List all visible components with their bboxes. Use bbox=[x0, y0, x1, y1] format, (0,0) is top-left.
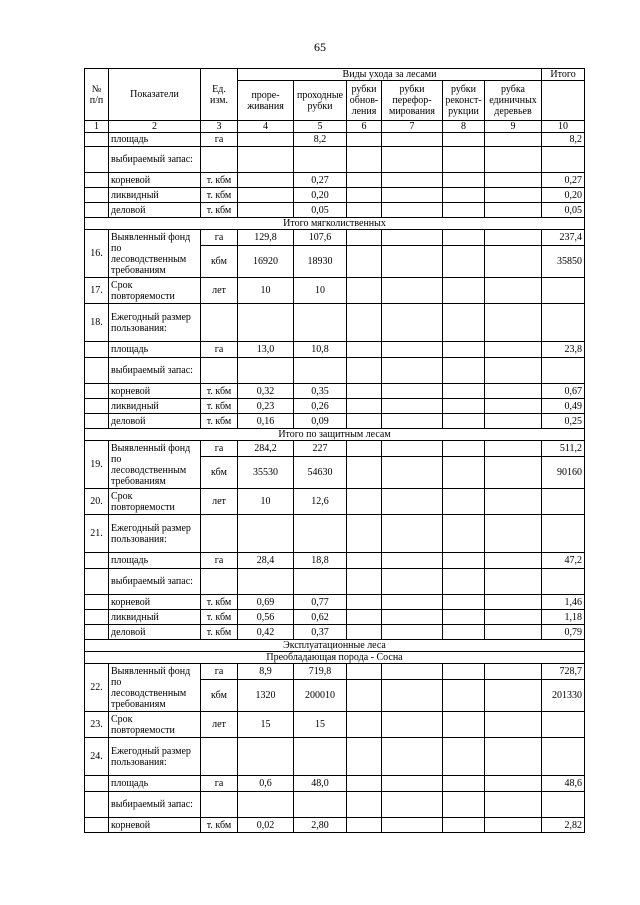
page-number: 65 bbox=[314, 40, 326, 54]
table-row bbox=[85, 147, 585, 173]
col-number: 4 bbox=[238, 121, 294, 133]
header-total: Итого bbox=[542, 69, 585, 81]
col-number: 6 bbox=[347, 121, 382, 133]
row-label: выбираемый запас: bbox=[109, 569, 201, 595]
header-col-passage-cutting: проходные рубки bbox=[294, 81, 347, 121]
row-label: площадь bbox=[109, 342, 201, 358]
table-row: корневой т. кбм 0,32 0,35 0,67 bbox=[85, 384, 585, 399]
table-row: деловой т. кбм 0,05 0,05 bbox=[85, 203, 585, 218]
row-label: площадь bbox=[109, 776, 201, 792]
row-label: ликвидный bbox=[109, 399, 201, 414]
row-number: 17. bbox=[85, 278, 109, 304]
header-row-numbers bbox=[85, 121, 585, 133]
row-label: корневой bbox=[109, 173, 201, 188]
table-row bbox=[85, 515, 585, 553]
header-row-top bbox=[85, 69, 585, 81]
table-row: 17. Срок повторяемости лет 10 10 bbox=[85, 278, 585, 304]
table-row bbox=[85, 792, 585, 818]
table-row: 23. Срок повторяемости лет 15 15 bbox=[85, 712, 585, 738]
row-number: 20. bbox=[85, 489, 109, 515]
section-row bbox=[85, 218, 585, 230]
col-number: 9 bbox=[485, 121, 542, 133]
row-label: корневой bbox=[109, 818, 201, 833]
table-row: 19. Выявленный фонд по лесоводственным требованиям га 284,2 227 511,2 bbox=[85, 441, 585, 457]
row-label: корневой bbox=[109, 384, 201, 399]
header-col-thinning: проре- живания bbox=[238, 81, 294, 121]
table-row: кбм 1320 200010 201330 bbox=[85, 680, 585, 712]
row-label: Ежегодный размер пользования: bbox=[109, 738, 201, 776]
table-row: 16. Выявленный фонд по лесоводственным требованиям га 129,8 107,6 237,4 bbox=[85, 230, 585, 246]
table-row: ликвидный т. кбм 0,56 0,62 1,18 bbox=[85, 610, 585, 625]
row-label: Ежегодный размер пользования: bbox=[109, 304, 201, 342]
row-label: выбираемый запас: bbox=[109, 792, 201, 818]
section-row bbox=[85, 652, 585, 664]
table-row: площадь га 13,0 10,8 23,8 bbox=[85, 342, 585, 358]
table-row bbox=[85, 569, 585, 595]
row-label: ликвидный bbox=[109, 610, 201, 625]
table-row: площадь га 0,6 48,0 48,6 bbox=[85, 776, 585, 792]
header-unit: Ед. изм. bbox=[201, 69, 238, 121]
row-label: деловой bbox=[109, 203, 201, 218]
table-row: корневой т. кбм 0,02 2,80 2,82 bbox=[85, 818, 585, 833]
row-label: площадь bbox=[109, 133, 201, 147]
forest-care-table bbox=[84, 68, 585, 833]
header-care-types: Виды ухода за лесами bbox=[238, 69, 542, 81]
section-operational: Эксплуатационные леса bbox=[85, 640, 585, 652]
row-label: выбираемый запас: bbox=[109, 358, 201, 384]
section-dominant-pine: Преобладающая порода - Сосна bbox=[85, 652, 585, 664]
row-label: Выявленный фонд по лесоводственным требованиям bbox=[109, 230, 201, 278]
header-indicator: Показатели bbox=[109, 69, 201, 121]
row-label: Выявленный фонд по лесоводственным требованиям bbox=[109, 664, 201, 712]
row-label: деловой bbox=[109, 625, 201, 640]
row-number: 21. bbox=[85, 515, 109, 553]
table-row: корневой т. кбм 0,27 0,27 bbox=[85, 173, 585, 188]
table-row: 20. Срок повторяемости лет 10 12,6 bbox=[85, 489, 585, 515]
header-col-single-trees: рубка единичных деревьев bbox=[485, 81, 542, 121]
col-number: 2 bbox=[109, 121, 201, 133]
row-label: площадь bbox=[109, 553, 201, 569]
table-row bbox=[85, 304, 585, 342]
row-label: Срок повторяемости bbox=[109, 278, 201, 304]
col-number: 10 bbox=[542, 121, 585, 133]
row-number: 24. bbox=[85, 738, 109, 776]
header-col-reformation: рубки перефор- мирования bbox=[382, 81, 443, 121]
table-row: кбм 16920 18930 35850 bbox=[85, 246, 585, 278]
table-row: ликвидный т. кбм 0,20 0,20 bbox=[85, 188, 585, 203]
row-number: 18. bbox=[85, 304, 109, 342]
table-row: деловой т. кбм 0,16 0,09 0,25 bbox=[85, 414, 585, 429]
header-col-reconstruction: рубки реконст- рукции bbox=[443, 81, 485, 121]
row-number: 16. bbox=[85, 230, 109, 278]
section-softwood-total: Итого мягколиственных bbox=[85, 218, 585, 230]
row-label: Срок повторяемости bbox=[109, 489, 201, 515]
col-number: 5 bbox=[294, 121, 347, 133]
col-number: 3 bbox=[201, 121, 238, 133]
table-row: площадь га 28,4 18,8 47,2 bbox=[85, 553, 585, 569]
table-row: корневой т. кбм 0,69 0,77 1,46 bbox=[85, 595, 585, 610]
row-label: Ежегодный размер пользования: bbox=[109, 515, 201, 553]
header-num: № п/п bbox=[85, 69, 109, 121]
table-row: 22. Выявленный фонд по лесоводственным требованиям га 8,9 719,8 728,7 bbox=[85, 664, 585, 680]
table-row: площадь га 8,2 8,2 bbox=[85, 133, 585, 147]
col-number: 1 bbox=[85, 121, 109, 133]
row-number: 19. bbox=[85, 441, 109, 489]
col-number: 7 bbox=[382, 121, 443, 133]
row-label: ликвидный bbox=[109, 188, 201, 203]
col-number: 8 bbox=[443, 121, 485, 133]
section-row bbox=[85, 640, 585, 652]
row-label: выбираемый запас: bbox=[109, 147, 201, 173]
row-label: деловой bbox=[109, 414, 201, 429]
row-label: Выявленный фонд по лесоводственным требованиям bbox=[109, 441, 201, 489]
table-row: кбм 35530 54630 90160 bbox=[85, 457, 585, 489]
section-protective-total: Итого по защитным лесам bbox=[85, 429, 585, 441]
table-row: деловой т. кбм 0,42 0,37 0,79 bbox=[85, 625, 585, 640]
row-label: корневой bbox=[109, 595, 201, 610]
table-row bbox=[85, 358, 585, 384]
row-number: 22. bbox=[85, 664, 109, 712]
header-col-renewal: рубки обнов- ления bbox=[347, 81, 382, 121]
table-row: ликвидный т. кбм 0,23 0,26 0,49 bbox=[85, 399, 585, 414]
section-row bbox=[85, 429, 585, 441]
row-number: 23. bbox=[85, 712, 109, 738]
row-label: Срок повторяемости bbox=[109, 712, 201, 738]
table-row bbox=[85, 738, 585, 776]
header-total-empty bbox=[542, 81, 585, 121]
